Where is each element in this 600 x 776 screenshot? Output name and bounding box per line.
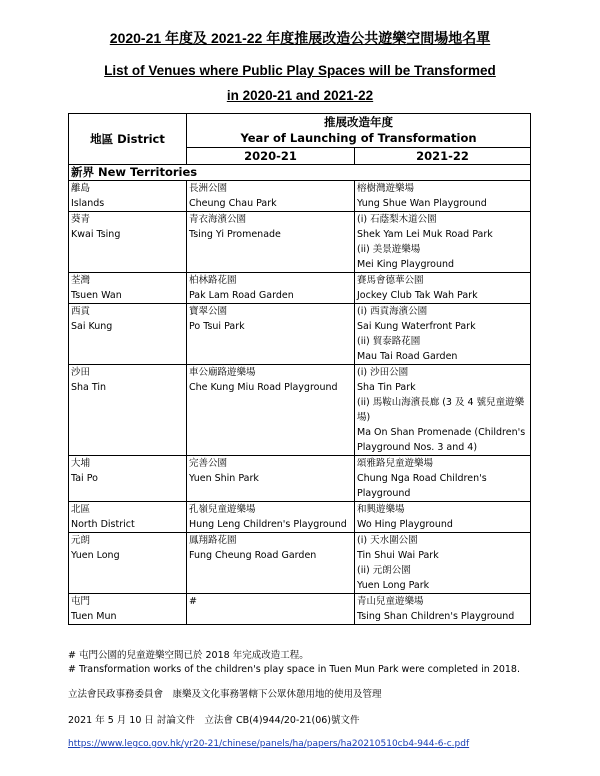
source-paper: 2021 年 5 月 10 日 討論文件 立法會 CB(4)944/20-21(06)號文件 — [68, 715, 360, 726]
district-cell — [69, 456, 187, 502]
venue-2020-21-cell — [187, 273, 355, 304]
cell-line: 西貢 — [71, 306, 91, 317]
cell-line: (ii) 元朗公園 — [357, 565, 411, 576]
cell-line: 離島 — [71, 183, 91, 194]
title-english-line-1: List of Venues where Public Play Spaces will be Transformed — [104, 63, 496, 78]
cell-line: 元朗 — [71, 535, 91, 546]
cell-line: Wo Hing Playground — [357, 519, 453, 530]
cell-line: Ma On Shan Promenade (Children's Playground Nos. 3 and 4) — [357, 427, 526, 453]
cell-line: Tai Po — [71, 473, 98, 484]
region-row — [69, 165, 531, 181]
cell-line: Jockey Club Tak Wah Park — [357, 290, 478, 301]
cell-line: North District — [71, 519, 135, 530]
venue-2020-21-cell — [187, 212, 355, 273]
header-year-zh: 推展改造年度 — [324, 115, 393, 129]
title-chinese: 2020-21 年度及 2021-22 年度推展改造公共遊樂空間場地名單 — [109, 30, 491, 46]
cell-line: 和興遊樂場 — [357, 504, 405, 515]
cell-line: Che Kung Miu Road Playground — [189, 382, 338, 393]
table-row — [69, 594, 531, 625]
cell-line: Sai Kung Waterfront Park — [357, 321, 476, 332]
cell-line: 寶翠公園 — [189, 306, 228, 317]
cell-line: Chung Nga Road Children's Playground — [357, 473, 487, 499]
table-row — [69, 365, 531, 456]
venue-2021-22-cell — [355, 365, 531, 456]
table-header-row — [69, 114, 531, 148]
cell-line: 長洲公園 — [189, 183, 228, 194]
district-cell — [69, 304, 187, 365]
cell-line: # — [189, 596, 197, 607]
cell-line: 完善公園 — [189, 458, 228, 469]
venue-2020-21-cell — [187, 456, 355, 502]
cell-line: 北區 — [71, 504, 91, 515]
cell-line: 柏林路花園 — [189, 275, 237, 286]
venue-2021-22-cell — [355, 212, 531, 273]
cell-line: Islands — [71, 198, 105, 209]
cell-line: Sha Tin — [71, 382, 107, 393]
venue-2021-22-cell — [355, 594, 531, 625]
venue-2020-21-cell — [187, 365, 355, 456]
cell-line: 榕樹灣遊樂場 — [357, 183, 415, 194]
table-row — [69, 533, 531, 594]
venue-2021-22-cell — [355, 273, 531, 304]
cell-line: (i) 石蔭梨木道公園 — [357, 214, 437, 225]
cell-line: Sha Tin Park — [357, 382, 416, 393]
venue-2020-21-cell — [187, 502, 355, 533]
cell-line: 青山兒童遊樂場 — [357, 596, 424, 607]
cell-line: Yung Shue Wan Playground — [357, 198, 487, 209]
district-cell — [69, 502, 187, 533]
cell-line: 孔嶺兒童遊樂場 — [189, 504, 256, 515]
cell-line: 沙田 — [71, 367, 91, 378]
table-row — [69, 502, 531, 533]
district-cell — [69, 533, 187, 594]
venue-2021-22-cell — [355, 533, 531, 594]
cell-line: Tsing Shan Children's Playground — [357, 611, 515, 622]
cell-line: (i) 西貢海濱公園 — [357, 306, 428, 317]
header-district: 地區 District — [69, 114, 187, 165]
table-row — [69, 273, 531, 304]
district-cell — [69, 181, 187, 212]
venue-2021-22-cell — [355, 502, 531, 533]
cell-line: Kwai Tsing — [71, 229, 121, 240]
header-year — [187, 114, 531, 148]
cell-line: Tsuen Wan — [71, 290, 122, 301]
district-cell — [69, 273, 187, 304]
cell-line: Mau Tai Road Garden — [357, 351, 458, 362]
title-english-line-2: in 2020-21 and 2021-22 — [226, 88, 374, 103]
cell-line: (i) 沙田公園 — [357, 367, 409, 378]
cell-line: Yuen Long — [71, 550, 120, 561]
cell-line: 葵青 — [71, 214, 91, 225]
cell-line: Tin Shui Wai Park — [357, 550, 439, 561]
cell-line: 車公廟路遊樂場 — [189, 367, 256, 378]
cell-line: (ii) 貿泰路花園 — [357, 336, 421, 347]
region-new-territories: 新界 New Territories — [69, 165, 531, 181]
cell-line: 荃灣 — [71, 275, 91, 286]
cell-line: 賽馬會德華公園 — [357, 275, 424, 286]
cell-line: 大埔 — [71, 458, 91, 469]
district-cell — [69, 594, 187, 625]
cell-line: 頌雅路兒童遊樂場 — [357, 458, 434, 469]
cell-line: Shek Yam Lei Muk Road Park — [357, 229, 493, 240]
district-cell — [69, 365, 187, 456]
cell-line: Yuen Shin Park — [189, 473, 259, 484]
cell-line: (i) 天水圍公園 — [357, 535, 418, 546]
cell-line: Yuen Long Park — [357, 580, 430, 591]
cell-line: (ii) 馬鞍山海濱長廊 (3 及 4 號兒童遊樂場) — [357, 397, 525, 423]
cell-line: Po Tsui Park — [189, 321, 245, 332]
cell-line: Pak Lam Road Garden — [189, 290, 294, 301]
table-row — [69, 304, 531, 365]
table-row — [69, 212, 531, 273]
cell-line: Cheung Chau Park — [189, 198, 277, 209]
source-link[interactable]: https://www.legco.gov.hk/yr20-21/chinese/panels/ha/papers/ha20210510cb4-944-6-c.pdf — [68, 739, 470, 749]
venue-2020-21-cell — [187, 533, 355, 594]
footnote-chinese: # 屯門公園的兒童遊樂空間已於 2018 年完成改造工程。 — [68, 650, 309, 661]
venue-2021-22-cell — [355, 456, 531, 502]
cell-line: Fung Cheung Road Garden — [189, 550, 317, 561]
cell-line: Hung Leng Children's Playground — [189, 519, 347, 530]
header-2021-22: 2021-22 — [355, 148, 531, 165]
venue-2020-21-cell — [187, 594, 355, 625]
district-cell — [69, 212, 187, 273]
cell-line: (ii) 美景遊樂場 — [357, 244, 421, 255]
source-committee: 立法會民政事務委員會 康樂及文化事務署轄下公眾休憩用地的使用及管理 — [68, 689, 382, 700]
venue-2021-22-cell — [355, 181, 531, 212]
cell-line: Tuen Mun — [71, 611, 117, 622]
cell-line: Mei King Playground — [357, 259, 455, 270]
cell-line: Tsing Yi Promenade — [189, 229, 281, 240]
venue-2020-21-cell — [187, 181, 355, 212]
table-row — [69, 181, 531, 212]
venue-2021-22-cell — [355, 304, 531, 365]
footnote-english: # Transformation works of the children's play space in Tuen Mun Park were completed in 2018. — [68, 664, 520, 675]
venue-2020-21-cell — [187, 304, 355, 365]
cell-line: Sai Kung — [71, 321, 113, 332]
cell-line: 屯門 — [71, 596, 91, 607]
table-row — [69, 456, 531, 502]
header-2020-21: 2020-21 — [187, 148, 355, 165]
header-year-en: Year of Launching of Transformation — [240, 131, 477, 145]
venues-table — [68, 113, 531, 625]
cell-line: 青衣海濱公園 — [189, 214, 247, 225]
cell-line: 鳳翔路花園 — [189, 535, 237, 546]
